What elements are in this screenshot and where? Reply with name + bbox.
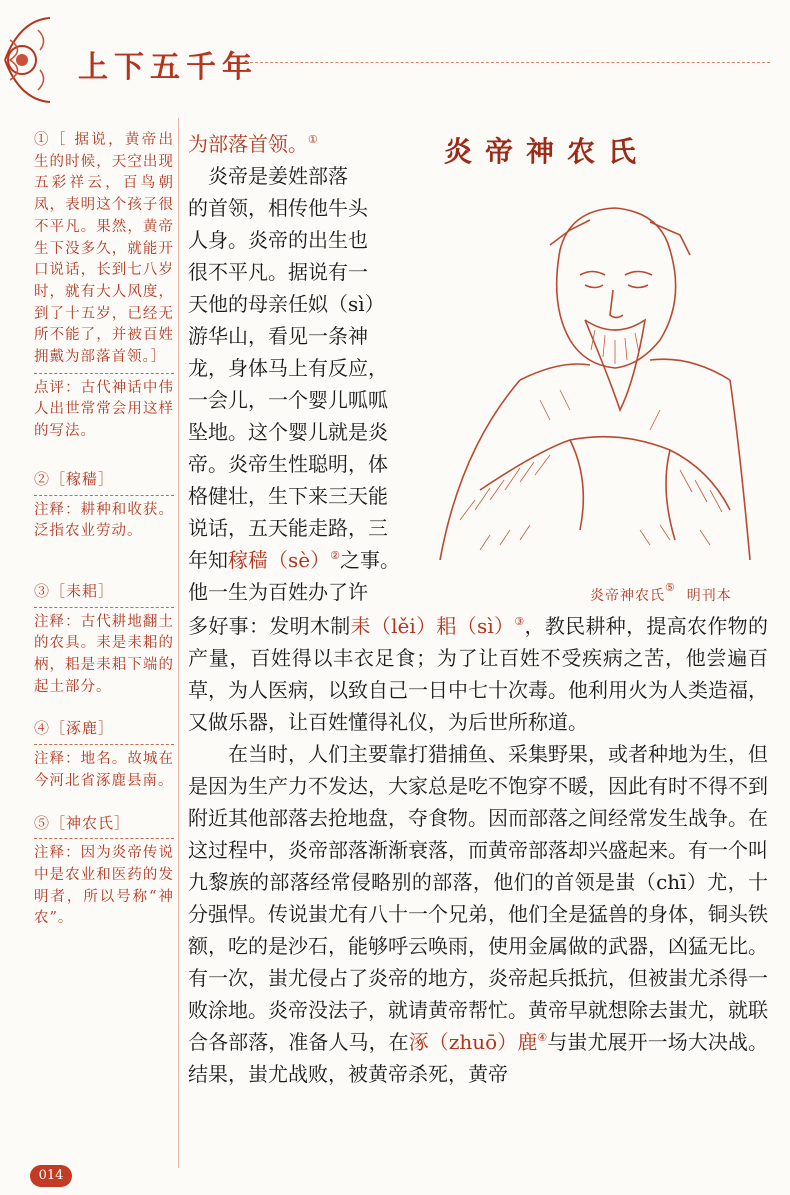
annotation-sidebar — [34, 130, 174, 930]
term-jiase: 稼穑（sè） — [228, 548, 331, 572]
comment-1: 点评：古代神话中伟人出世常常会用这样的写法。 — [34, 379, 174, 440]
column-divider — [178, 118, 179, 1168]
body-line-term: 年知稼穑（sè）②之事。 — [188, 548, 400, 572]
body-line: 他一生为百姓办了许 — [188, 580, 368, 604]
note-divider — [34, 373, 174, 374]
note-4-head: ④［涿鹿］ — [34, 719, 115, 738]
body-line-0: 为部落首领。① — [188, 132, 318, 156]
body-line: 的首领，相传他牛头 — [188, 196, 368, 220]
body-line: 天他的母亲任姒（sì） — [188, 292, 385, 316]
body-line: 说话，五天能走路，三 — [188, 516, 388, 540]
body-line: 格健壮，生下来三天能 — [188, 484, 388, 508]
page-header — [0, 0, 790, 112]
body-line: 一会儿，一个婴儿呱呱 — [188, 388, 388, 412]
body-paragraph-2: 在当时，人们主要靠打猎捕鱼、采集野果，或者种地为生，但是因为生产力不发达，大家总是吃不饱穿不暖，因此有时不得不到附近其他部落去抢地盘，夺食物。因而部落之间经常发生战争。在这过程中，炎帝部落渐渐衰落，而黄帝部落却兴盛起来。有一个叫九黎族的部落经常侵略别的部落，他们的首领是蚩（chī）尤，十分强悍。传说蚩尤有八十一个兄弟，他们全是猛兽的身体，铜头铁额，吃的是沙石，能够呼云唤雨，使用金属做的武器，凶猛无比。有一次，蚩尤侵占了炎帝的地方，炎帝起兵抵抗，但被蚩尤杀得一败涂地。炎帝没法子，就请黄帝帮忙。黄帝早就想除去蚩尤，就联合各部落，准备人马，在涿（zhuō）鹿④与蚩尤展开一场大决战。结果，蚩尤战败，被黄帝杀死，黄帝 — [188, 742, 769, 1086]
note-divider — [34, 744, 174, 745]
body-line: 坠地。这个婴儿就是炎 — [188, 420, 388, 444]
note-divider — [34, 495, 174, 496]
body-line: 龙，身体马上有反应， — [188, 356, 388, 380]
ornament-icon — [0, 10, 60, 110]
note-1: ①［ 据说，黄帝出生的时候，天空出现五彩祥云，百鸟朝凤，表明这个孩子很不平凡。果然，黄帝生下没多久，就能开口说话，长到七八岁时，就有大人风度，到了十五岁，已经无所不能了，并被百姓拥戴为部落首领。］ — [34, 132, 174, 366]
book-title: 上下五千年 — [78, 50, 258, 85]
header-divider — [240, 62, 770, 63]
narrow-column — [188, 128, 408, 608]
body-line: 游华山，看见一条神 — [188, 324, 368, 348]
term-zhuolu: 涿（zhuō）鹿 — [408, 1030, 538, 1054]
note-3-head: ③［耒耜］ — [34, 581, 115, 600]
body-line: 帝。炎帝生性聪明，体 — [188, 452, 388, 476]
yandi-portrait-image — [420, 190, 770, 570]
figure-title: 炎帝神农氏 — [444, 135, 650, 168]
note-5-head: ⑤［神农氏］ — [34, 813, 131, 832]
body-line: 很不平凡。据说有一 — [188, 260, 368, 284]
note-4-text: 注释：地名。故城在今河北省涿鹿县南。 — [34, 751, 174, 789]
note-2-text: 注释：耕种和收获。泛指农业劳动。 — [34, 501, 174, 540]
note-2-head: ②［稼穑］ — [34, 469, 115, 488]
term-leisi: 耒（lěi）耜（sì） — [350, 614, 515, 638]
note-divider — [34, 838, 174, 839]
body-paragraph-1: 多好事：发明木制耒（lěi）耜（sì）③，教民耕种，提高农作物的产量，百姓得以丰衣足食；为了让百姓不受疾病之苦，他尝遍百草，为人医病，以致自己一日中七十次毒。他利用火为人类造福，又做乐器，让百姓懂得礼仪，为后世所称道。 — [188, 614, 768, 734]
body-line: 炎帝是姜姓部落 — [188, 164, 348, 188]
note-3-text: 注释：古代耕地翻土的农具。耒是耒耜的柄，耜是耒耜下端的起土部分。 — [34, 613, 174, 695]
note-5-text: 注释：因为炎帝传说中是农业和医药的发明者，所以号称“神农”。 — [34, 845, 174, 927]
note-divider — [34, 607, 174, 608]
body-line: 人身。炎帝的出生也 — [188, 228, 368, 252]
page-number: 014 — [30, 1165, 72, 1187]
figure-caption: 炎帝神农氏⑤ 明刊本 — [590, 581, 732, 604]
